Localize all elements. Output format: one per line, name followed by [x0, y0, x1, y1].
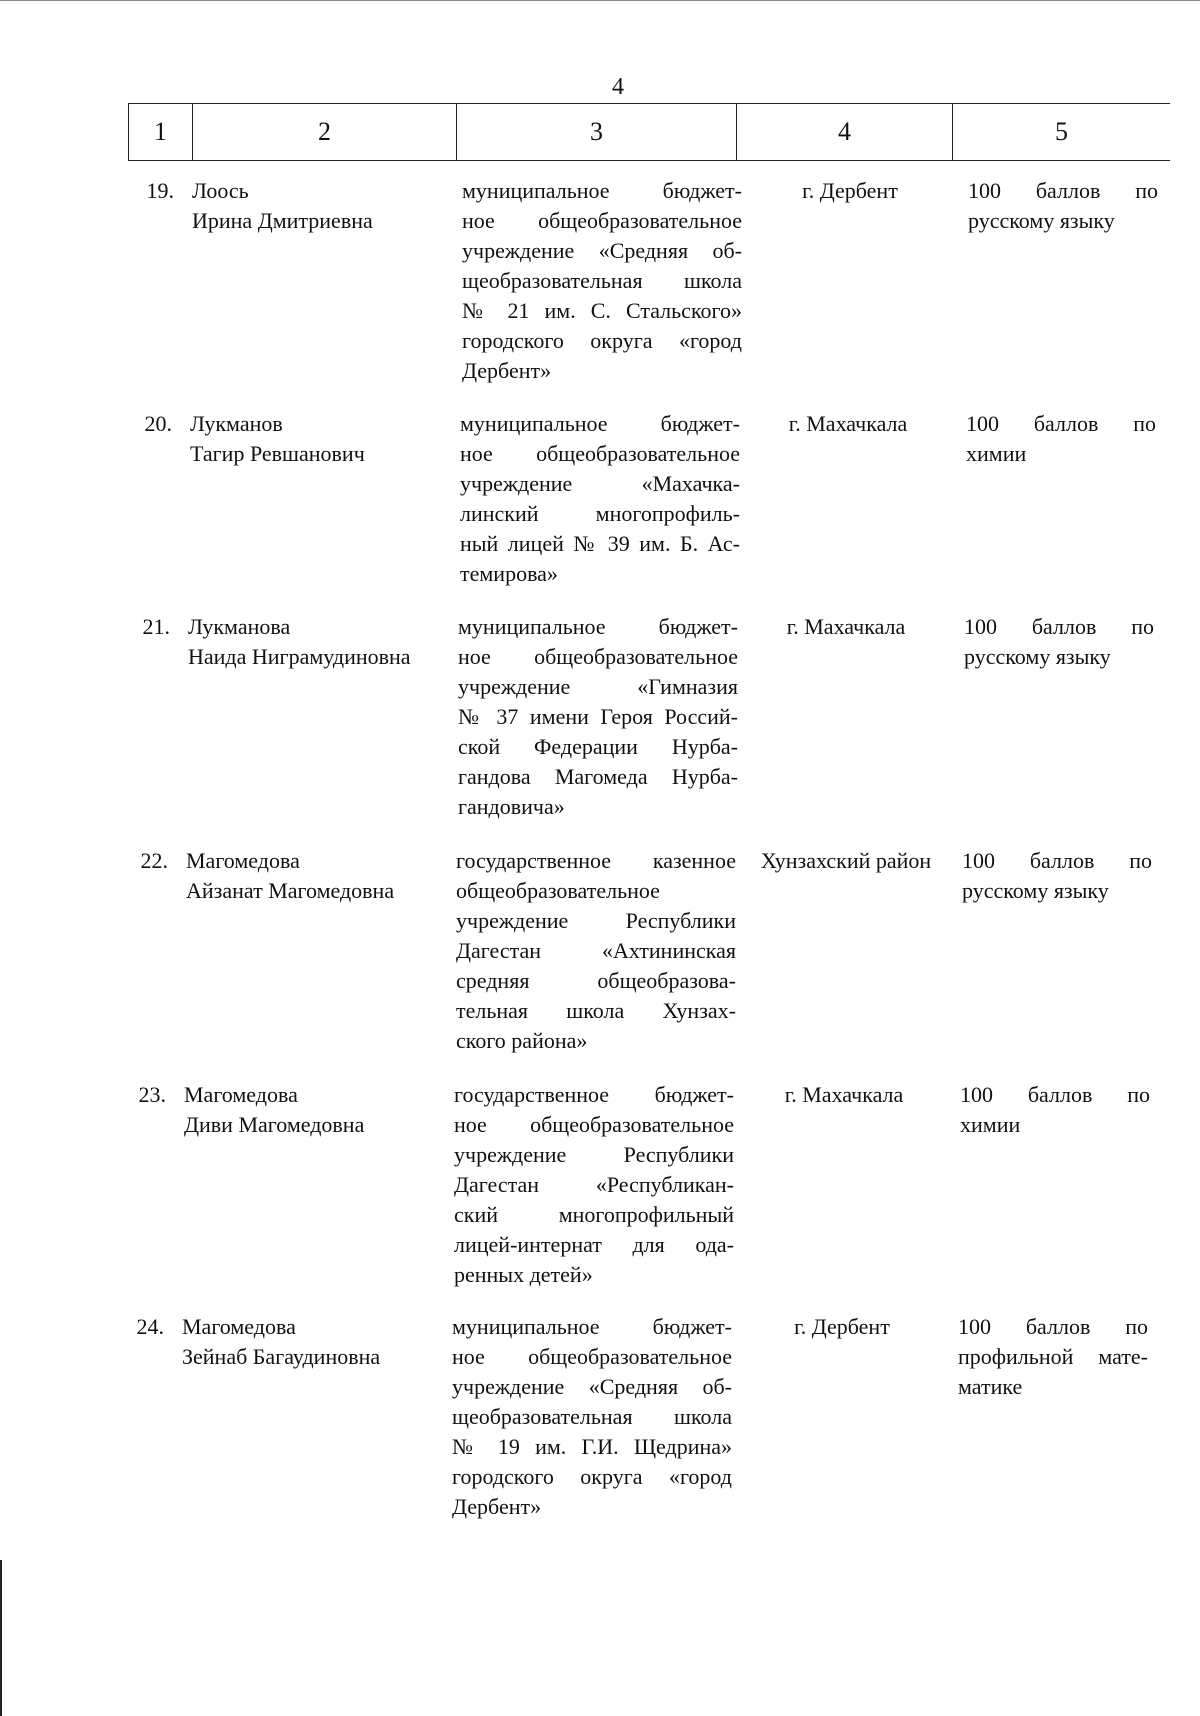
student-name: Магомедова Диви Магомедовна [184, 1082, 365, 1137]
exam-result: 100 баллов по русскому языку [964, 614, 1154, 669]
student-name: Лоось Ирина Дмитриевна [192, 178, 373, 233]
student-name: Магомедова Айзанат Магомедовна [186, 848, 395, 903]
header-col-2: 2 [192, 104, 456, 160]
school-name: государственное казенное общеобразовательное учреждение Республики Дагестан «Ахтининская средняя общеобразова- тельная школа Хунзах- ского района» [456, 848, 736, 1053]
row-number: 20. [144, 411, 172, 436]
school-name: государственное бюджет- ное общеобразовательное учреждение Республики Дагестан «Республикан- ский многопрофильный лицей-интернат для ода- ренных детей» [454, 1082, 734, 1287]
school-name: муниципальное бюджет- ное общеобразовательное учреждение «Средняя об- щеобразовательная школа № 21 им. С. Стальского» городского округа «город Дербент» [462, 178, 742, 383]
municipality: г. Махачкала [784, 1082, 904, 1107]
school-name: муниципальное бюджет- ное общеобразовательное учреждение «Гимназия № 37 имени Героя Россий- ской Федерации Нурба- гандова Магомеда Нурба- гандовича» [458, 614, 738, 819]
table-header [128, 103, 1170, 161]
row-number: 24. [136, 1314, 164, 1339]
header-col-5: 5 [952, 104, 1170, 160]
header-col-3: 3 [456, 104, 736, 160]
exam-result: 100 баллов по химии [960, 1082, 1150, 1137]
student-name: Лукманова Наида Ниграмудиновна [188, 614, 411, 669]
municipality: Хунзахский район [760, 848, 932, 873]
header-col-1: 1 [128, 104, 192, 160]
exam-result: 100 баллов по русскому языку [968, 178, 1158, 233]
exam-result: 100 баллов по русскому языку [962, 848, 1152, 903]
municipality: г. Махачкала [788, 411, 908, 436]
row-number: 19. [146, 178, 174, 203]
municipality: г. Дербент [802, 178, 898, 203]
row-number: 23. [138, 1082, 166, 1107]
scan-top-edge [0, 0, 1200, 1]
school-name: муниципальное бюджет- ное общеобразовательное учреждение «Махачка- линский многопрофиль- ный лицей № 39 им. Б. Ас- темирова» [460, 411, 740, 586]
student-name: Лукманов Тагир Ревшанович [190, 411, 365, 466]
header-col-4: 4 [736, 104, 952, 160]
school-name: муниципальное бюджет- ное общеобразовательное учреждение «Средняя об- щеобразовательная школа № 19 им. Г.И. Щедрина» городского округа «город Дербент» [452, 1314, 732, 1519]
row-number: 21. [142, 614, 170, 639]
municipality: г. Махачкала [786, 614, 906, 639]
row-number: 22. [140, 848, 168, 873]
page-number: 4 [612, 74, 624, 100]
scan-left-edge [0, 1560, 2, 1716]
student-name: Магомедова Зейнаб Багаудиновна [182, 1314, 381, 1369]
exam-result: 100 баллов по профильной мате- матике [958, 1314, 1148, 1399]
exam-result: 100 баллов по химии [966, 411, 1156, 466]
municipality: г. Дербент [794, 1314, 890, 1339]
